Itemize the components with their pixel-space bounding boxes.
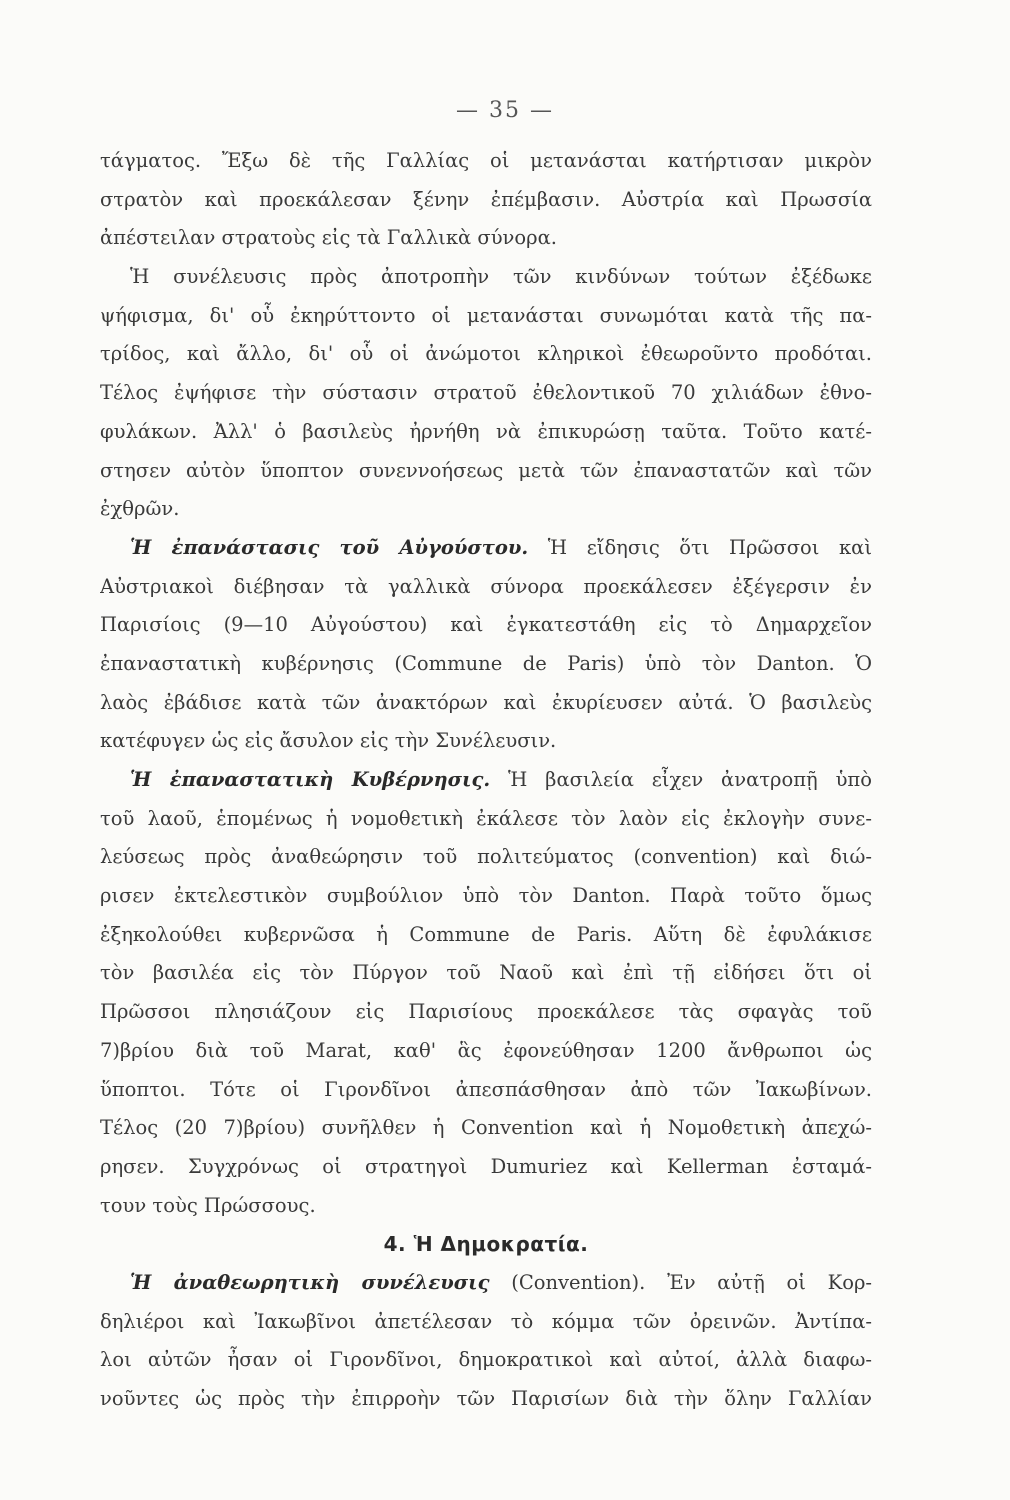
text-line: στησεν αὐτὸν ὕποπτον συνεννοήσεως μετὰ τῶν ἐπαναστατῶν καὶ τῶν — [100, 458, 872, 482]
text-line: νοῦντες ὡς πρὸς τὴν ἐπιρροὴν τῶν Παρισίων διὰ τὴν ὅλην Γαλλίαν — [100, 1387, 872, 1410]
text-line: Τέλος (20 7)βρίου) συνῆλθεν ἡ Convention καὶ ἡ Νομοθετικὴ ἀπεχώ- — [100, 1116, 872, 1140]
text-line: στρατὸν καὶ προεκάλεσαν ξένην ἐπέμβασιν. Αὐστρία καὶ Πρωσσία — [100, 187, 872, 211]
text-line: τουν τοὺς Πρώσσους. — [100, 1193, 316, 1217]
text-line: Ἡ ἐπανάστασις τοῦ Αὐγούστου. Ἡ εἴδησις ὅτι Πρῶσσοι καὶ — [130, 535, 872, 559]
text-line: τρίδος, καὶ ἄλλο, δι' οὗ οἱ ἀνώμοτοι κληρικοὶ ἐθεωροῦντο προδόται. — [100, 342, 872, 366]
text-line: λεύσεως πρὸς ἀναθεώρησιν τοῦ πολιτεύματος (convention) καὶ διώ- — [100, 845, 872, 869]
section-title: 4. Ἡ Δημοκρατία. — [383, 1232, 589, 1257]
text-line: Τέλος ἐψήφισε τὴν σύστασιν στρατοῦ ἐθελοντικοῦ 70 χιλιάδων ἐθνο- — [100, 381, 872, 405]
text-line: ἐχθρῶν. — [100, 497, 180, 521]
text-line: ἐξηκολούθει κυβερνῶσα ἡ Commune de Paris. Αὕτη δὲ ἐφυλάκισε — [100, 922, 872, 946]
paragraph-heading: Ἡ ἐπανάστασις τοῦ Αὐγούστου. — [130, 535, 529, 559]
paragraph-heading: Ἡ ἐπαναστατικὴ Κυβέρνησις. — [130, 768, 491, 791]
text-line: τάγματος. Ἔξω δὲ τῆς Γαλλίας οἱ μετανάσται κατήρτισαν μικρὸν — [100, 149, 872, 172]
text-line: ὕποπτοι. Τότε οἱ Γιρονδῖνοι ἀπεσπάσθησαν ἀπὸ τῶν Ἰακωβίνων. — [100, 1077, 872, 1101]
text-line: λαὸς ἐβάδισε κατὰ τῶν ἀνακτόρων καὶ ἐκυρίευσεν αὐτά. Ὁ βασιλεὺς — [100, 690, 872, 714]
text-line: λοι αὐτῶν ἦσαν οἱ Γιρονδῖνοι, δημοκρατικοὶ καὶ αὐτοί, ἀλλὰ διαφω- — [100, 1348, 872, 1372]
text-line: ρισεν ἐκτελεστικὸν συμβούλιον ὑπὸ τὸν Danton. Παρὰ τοῦτο ὅμως — [100, 884, 872, 908]
text-line: Αὐστριακοὶ διέβησαν τὰ γαλλικὰ σύνορα προεκάλεσεν ἐξέγερσιν ἐν — [100, 574, 872, 598]
text-line: Πρῶσσοι πλησιάζουν εἰς Παρισίους προεκάλεσε τὰς σφαγὰς τοῦ — [100, 1000, 872, 1024]
text-line: ρησεν. Συγχρόνως οἱ στρατηγοὶ Dumuriez καὶ Kellerman ἐσταμά- — [100, 1154, 872, 1178]
text-line: ψήφισμα, δι' οὗ ἐκηρύττοντο οἱ μετανάσται συνωμόται κατὰ τῆς πα- — [100, 303, 872, 327]
text-line: Ἡ συνέλευσις πρὸς ἀποτροπὴν τῶν κινδύνων τούτων ἐξέδωκε — [130, 265, 872, 289]
text-line: κατέφυγεν ὡς εἰς ἄσυλον εἰς τὴν Συνέλευσιν. — [100, 729, 557, 753]
paragraph-heading: Ἡ ἀναθεωρητικὴ συνέλευσις — [130, 1270, 490, 1294]
text-line: δηλιέροι καὶ Ἰακωβῖνοι ἀπετέλεσαν τὸ κόμμα τῶν ὀρεινῶν. Ἀντίπα- — [100, 1309, 872, 1333]
page-number: — 35 — — [456, 98, 554, 123]
text-line: τοῦ λαοῦ, ἑπομένως ἡ νομοθετικὴ ἐκάλεσε τὸν λαὸν εἰς ἐκλογὴν συνε- — [100, 806, 872, 830]
text-line: ἐπαναστατικὴ κυβέρνησις (Commune de Paris) ὑπὸ τὸν Danton. Ὁ — [100, 651, 872, 675]
body-text — [100, 142, 872, 1419]
text-line: τὸν βασιλέα εἰς τὸν Πύργον τοῦ Ναοῦ καὶ ἐπὶ τῇ εἰδήσει ὅτι οἱ — [100, 961, 872, 985]
text-line: Ἡ ἐπαναστατικὴ Κυβέρνησις. Ἡ βασιλεία εἶχεν ἀνατροπῇ ὑπὸ — [130, 768, 872, 791]
text-line: 7)βρίου διὰ τοῦ Marat, καθ' ἃς ἐφονεύθησαν 1200 ἄνθρωποι ὡς — [100, 1038, 872, 1062]
text-line: Παρισίοις (9—10 Αὐγούστου) καὶ ἐγκατεστάθη εἰς τὸ Δημαρχεῖον — [100, 613, 872, 637]
text-line: Ἡ ἀναθεωρητικὴ συνέλευσις (Convention). Ἐν αὐτῇ οἱ Κορ- — [130, 1270, 872, 1294]
text-line: ἀπέστειλαν στρατοὺς εἰς τὰ Γαλλικὰ σύνορα. — [100, 226, 557, 250]
text-line: φυλάκων. Ἀλλ' ὁ βασιλεὺς ἠρνήθη νὰ ἐπικυρώσῃ ταῦτα. Τοῦτο κατέ- — [100, 419, 872, 443]
